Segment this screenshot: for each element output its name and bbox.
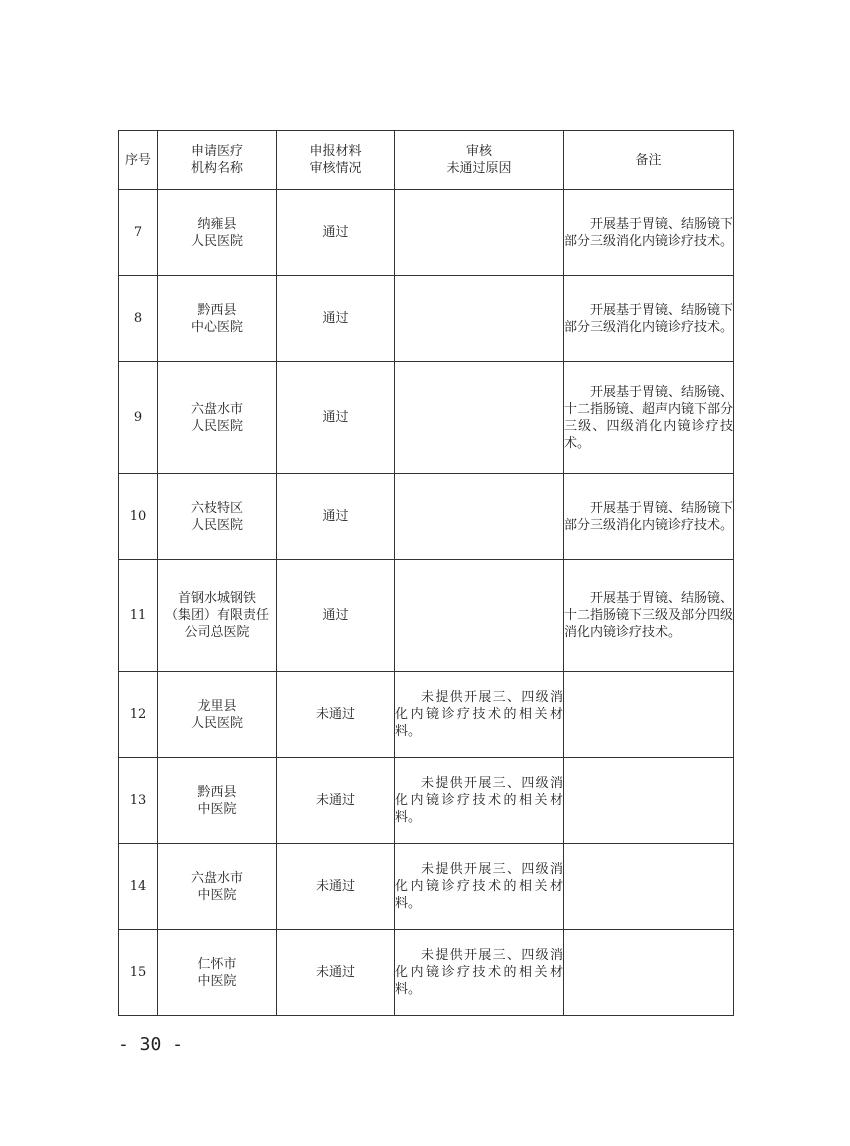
seq-cell: 9 <box>119 362 158 474</box>
note-cell: 开展基于胃镜、结肠镜下部分三级消化内镜诊疗技术。 <box>564 190 734 276</box>
review-results-table <box>118 130 734 1016</box>
seq-cell: 14 <box>119 844 158 930</box>
institution-cell: 首钢水城钢铁 （集团）有限责任 公司总医院 <box>158 560 277 672</box>
institution-cell: 黔西县 中心医院 <box>158 276 277 362</box>
note-cell: 开展基于胃镜、结肠镜、十二指肠镜、超声内镜下部分三级、四级消化内镜诊疗技术。 <box>564 362 734 474</box>
seq-cell: 13 <box>119 758 158 844</box>
reason-cell: 未提供开展三、四级消化内镜诊疗技术的相关材料。 <box>395 930 564 1016</box>
note-cell: 开展基于胃镜、结肠镜下部分三级消化内镜诊疗技术。 <box>564 276 734 362</box>
reason-cell <box>395 276 564 362</box>
note-cell <box>564 758 734 844</box>
header-review-status: 申报材料 审核情况 <box>277 131 395 190</box>
institution-cell: 龙里县 人民医院 <box>158 672 277 758</box>
table-row <box>119 930 734 1016</box>
table-row <box>119 672 734 758</box>
header-note: 备注 <box>564 131 734 190</box>
header-seq: 序号 <box>119 131 158 190</box>
reason-cell <box>395 474 564 560</box>
seq-cell: 11 <box>119 560 158 672</box>
seq-cell: 15 <box>119 930 158 1016</box>
reason-cell <box>395 560 564 672</box>
institution-cell: 六盘水市 中医院 <box>158 844 277 930</box>
institution-cell: 纳雍县 人民医院 <box>158 190 277 276</box>
table-row <box>119 190 734 276</box>
institution-cell: 六枝特区 人民医院 <box>158 474 277 560</box>
table-row <box>119 560 734 672</box>
header-fail-reason: 审核 未通过原因 <box>395 131 564 190</box>
reason-cell: 未提供开展三、四级消化内镜诊疗技术的相关材料。 <box>395 672 564 758</box>
header-institution-name: 申请医疗 机构名称 <box>158 131 277 190</box>
table-row <box>119 474 734 560</box>
institution-cell: 仁怀市 中医院 <box>158 930 277 1016</box>
reason-cell <box>395 362 564 474</box>
seq-cell: 12 <box>119 672 158 758</box>
table-row <box>119 844 734 930</box>
status-cell: 通过 <box>277 560 395 672</box>
reason-cell: 未提供开展三、四级消化内镜诊疗技术的相关材料。 <box>395 844 564 930</box>
table-row <box>119 758 734 844</box>
seq-cell: 7 <box>119 190 158 276</box>
note-cell <box>564 930 734 1016</box>
status-cell: 通过 <box>277 362 395 474</box>
status-cell: 未通过 <box>277 672 395 758</box>
institution-cell: 六盘水市 人民医院 <box>158 362 277 474</box>
table-row <box>119 362 734 474</box>
page-number: - 30 - <box>118 1034 184 1055</box>
reason-cell <box>395 190 564 276</box>
status-cell: 未通过 <box>277 844 395 930</box>
status-cell: 未通过 <box>277 758 395 844</box>
status-cell: 未通过 <box>277 930 395 1016</box>
status-cell: 通过 <box>277 276 395 362</box>
reason-cell: 未提供开展三、四级消化内镜诊疗技术的相关材料。 <box>395 758 564 844</box>
table-header-row <box>119 131 734 190</box>
note-cell <box>564 672 734 758</box>
status-cell: 通过 <box>277 474 395 560</box>
note-cell: 开展基于胃镜、结肠镜下部分三级消化内镜诊疗技术。 <box>564 474 734 560</box>
note-cell <box>564 844 734 930</box>
seq-cell: 10 <box>119 474 158 560</box>
institution-cell: 黔西县 中医院 <box>158 758 277 844</box>
status-cell: 通过 <box>277 190 395 276</box>
note-cell: 开展基于胃镜、结肠镜、十二指肠镜下三级及部分四级消化内镜诊疗技术。 <box>564 560 734 672</box>
table-row <box>119 276 734 362</box>
seq-cell: 8 <box>119 276 158 362</box>
